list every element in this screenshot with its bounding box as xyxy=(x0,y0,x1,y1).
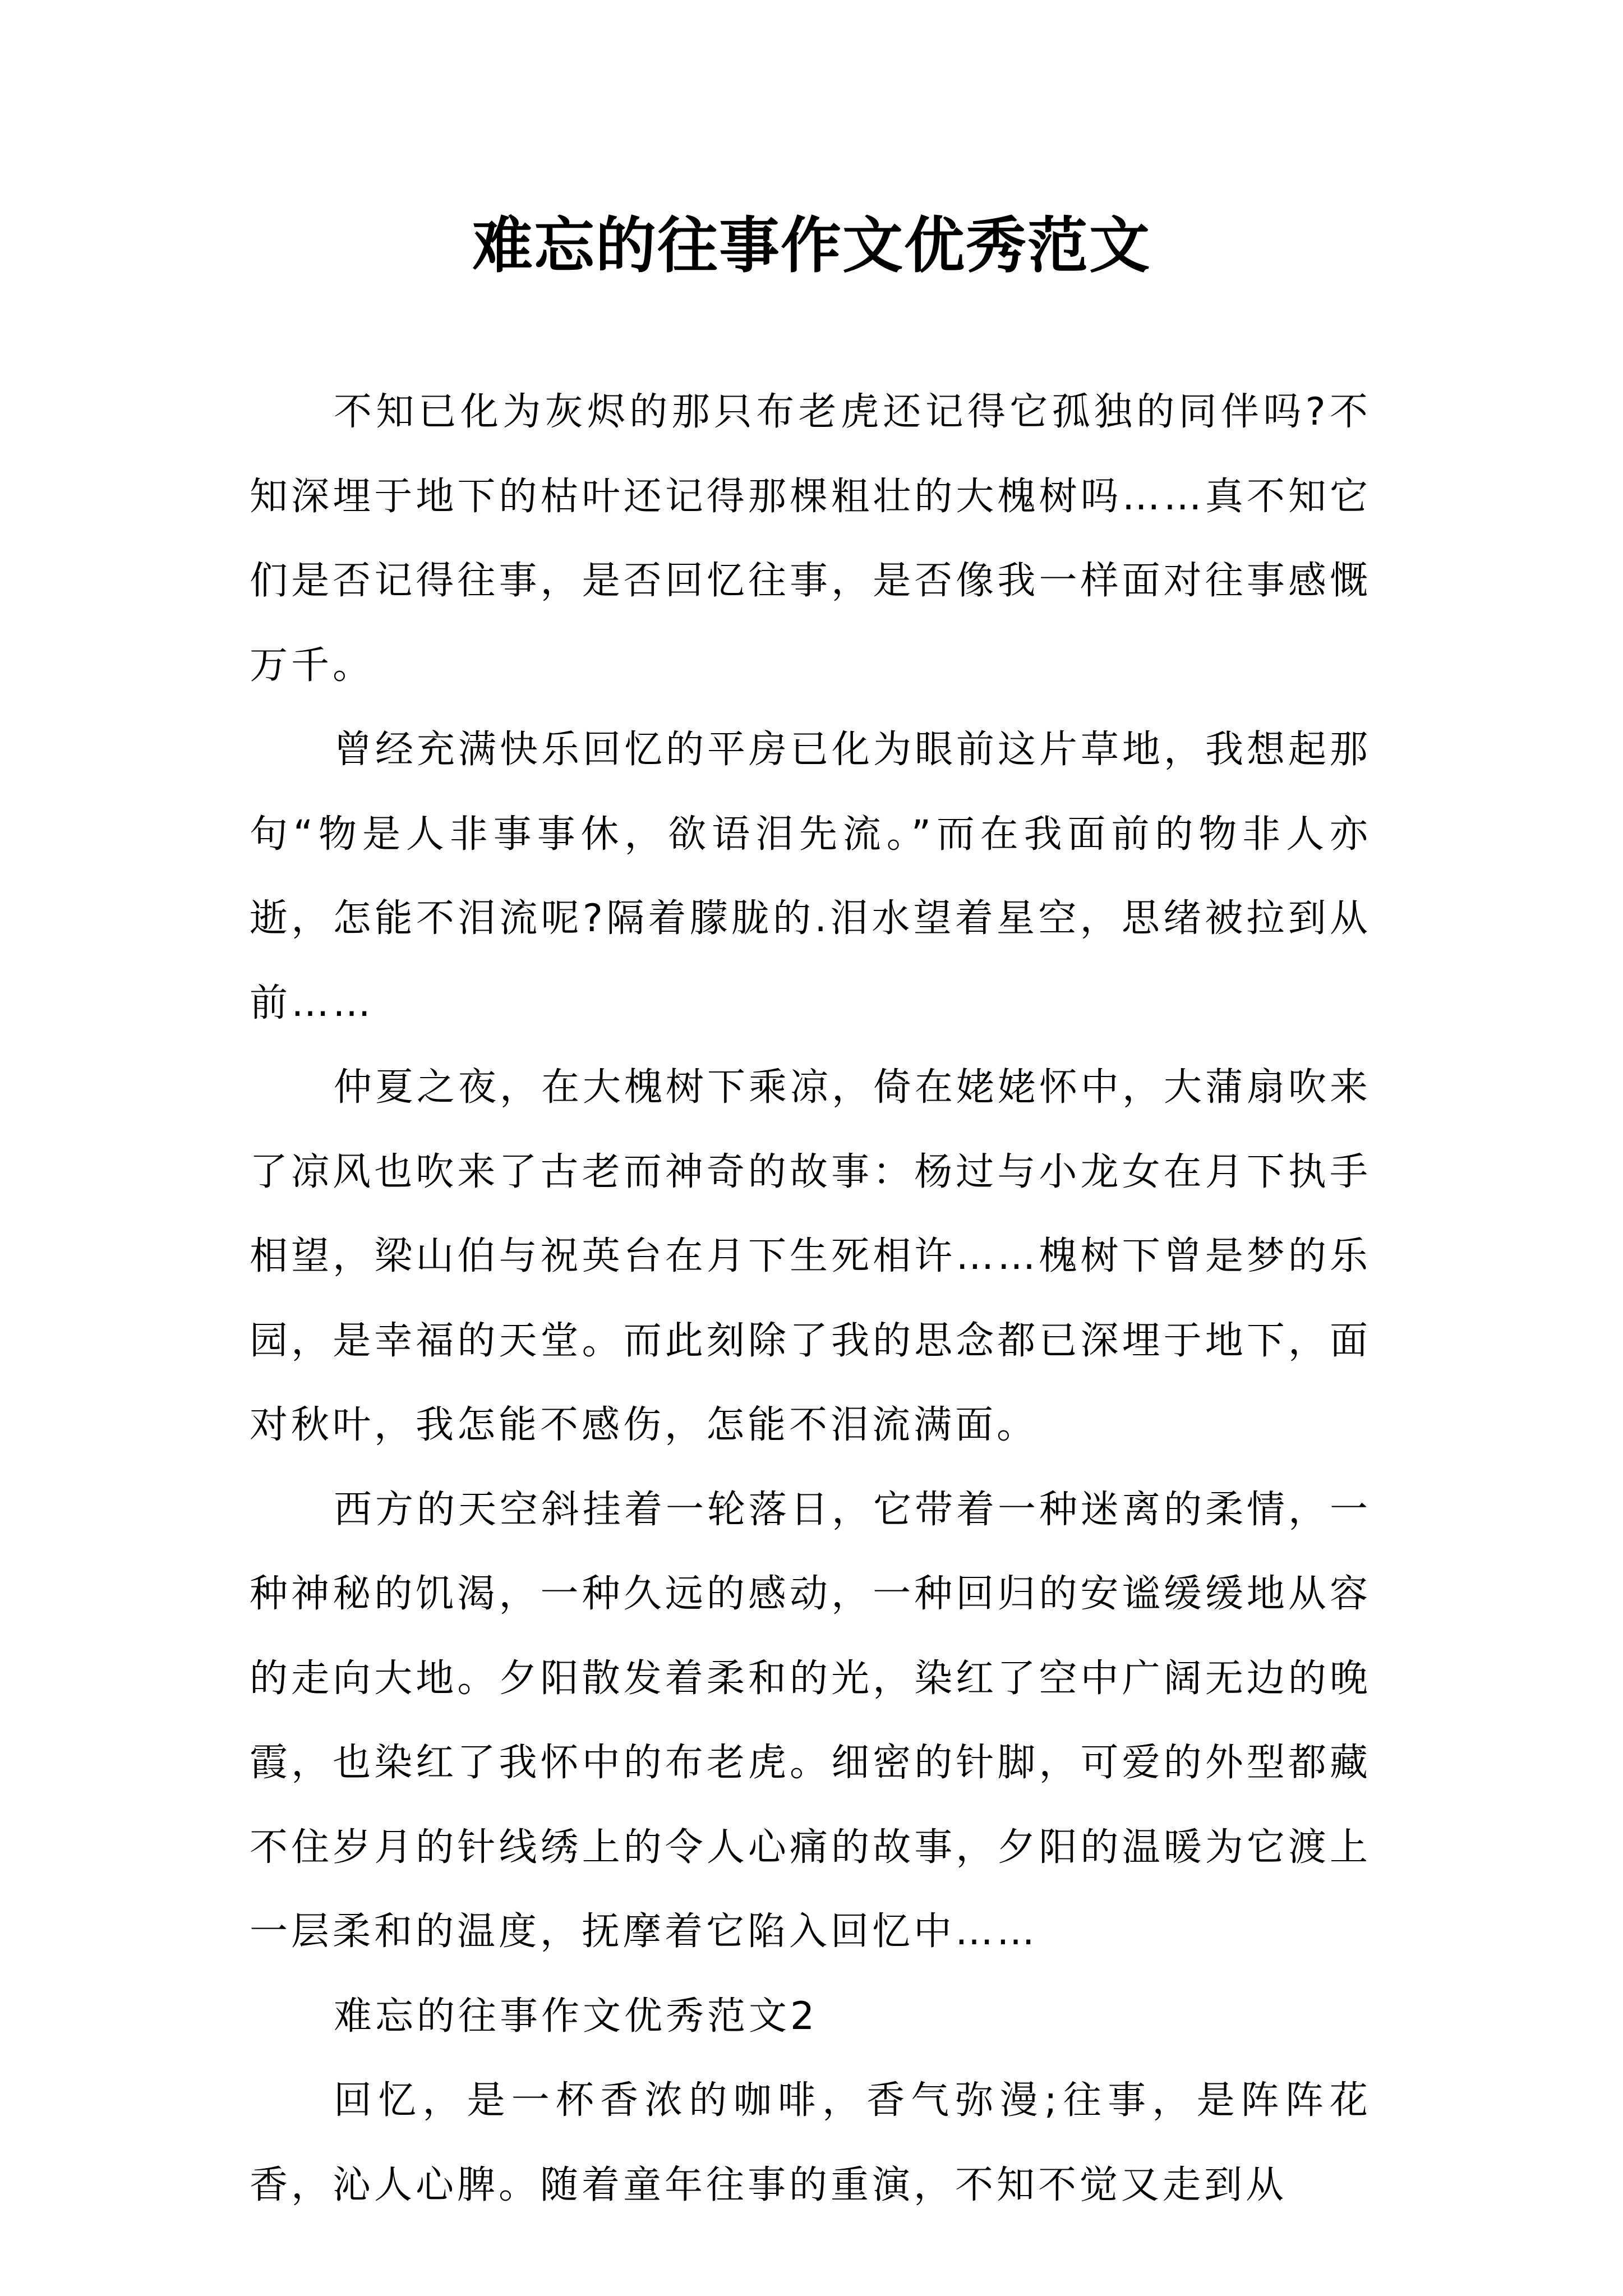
document-title: 难忘的往事作文优秀范文 xyxy=(472,210,1151,281)
paragraph-3: 仲夏之夜，在大槐树下乘凉，倚在姥姥怀中，大蒲扇吹来了凉风也吹来了古老而神奇的故事：杨过与小龙女在月下执手相望，梁山伯与祝英台在月下生死相许……槐树下曾是梦的乐园，是幸福的天堂。而此刻除了我的思念都已深埋于地下，面对秋叶，我怎能不感伤，怎能不泪流满面。 xyxy=(250,1065,1372,1447)
section-subheading: 难忘的往事作文优秀范文2 xyxy=(334,1994,818,2039)
paragraph-1: 不知已化为灰烬的那只布老虎还记得它孤独的同伴吗?不知深埋于地下的枯叶还记得那棵粗壮的大槐树吗……真不知它们是否记得往事，是否回忆往事，是否像我一样面对往事感慨万千。 xyxy=(250,390,1371,688)
document-body xyxy=(250,370,1371,2228)
paragraph-2: 曾经充满快乐回忆的平房已化为眼前这片草地，我想起那句“物是人非事事休，欲语泪先流。”而在我面前的物非人亦逝，怎能不泪流呢?隔着朦胧的.泪水望着星空，思绪被拉到从前…… xyxy=(250,728,1372,1025)
paragraph-5: 回忆，是一杯香浓的咖啡，香气弥漫;往事，是阵阵花香，沁人心脾。随着童年往事的重演，不知不觉又走到从 xyxy=(250,2078,1371,2207)
paragraph-4: 西方的天空斜挂着一轮落日，它带着一种迷离的柔情，一种神秘的饥渴，一种久远的感动，一种回归的安谧缓缓地从容的走向大地。夕阳散发着柔和的光，染红了空中广阔无边的晚霞，也染红了我怀中的布老虎。细密的针脚，可爱的外型都藏不住岁月的针线绣上的令人心痛的故事，夕阳的温暖为它渡上一层柔和的温度，抚摩着它陷入回忆中…… xyxy=(250,1487,1372,1954)
